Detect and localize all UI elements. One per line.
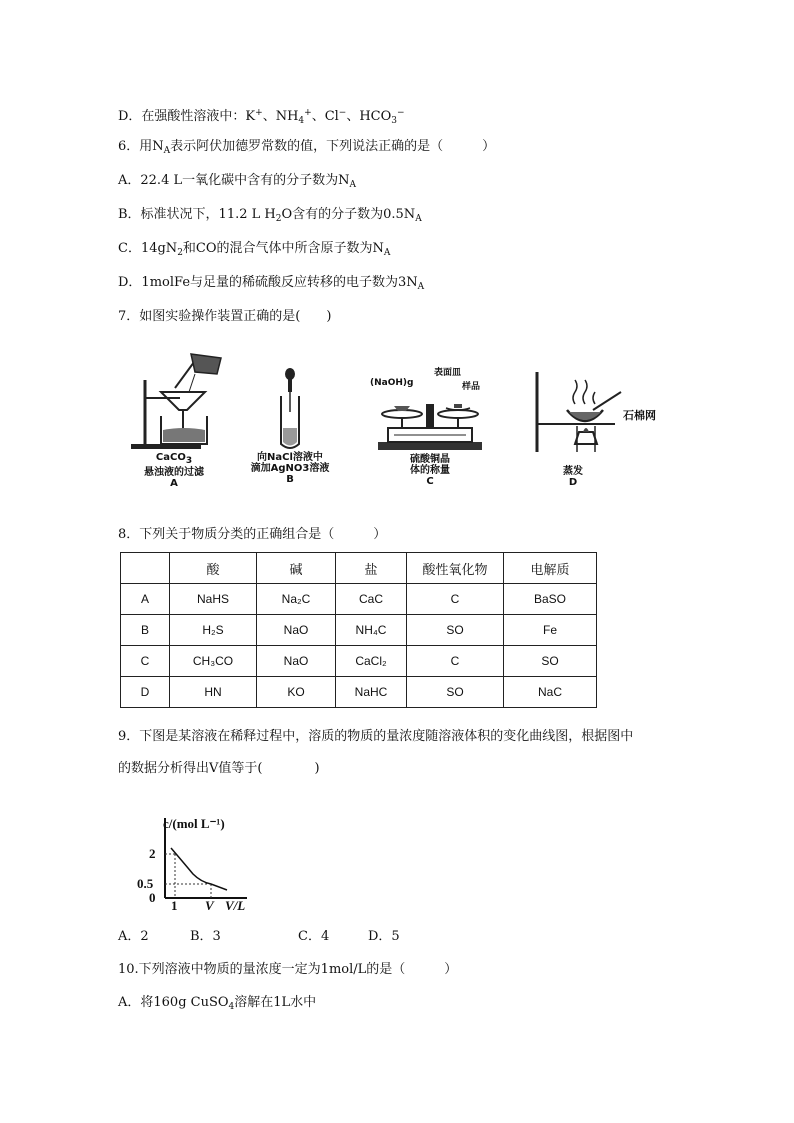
table-cell: NaHC [336,677,407,708]
graph-origin: 0 [149,890,156,905]
table-cell: C [407,646,504,677]
table-header-row [121,553,597,584]
table-cell: SO [504,646,597,677]
q9-stem-line2: 的数据分析得出V值等于( ) [118,761,320,776]
figure-c-weight-label: (NaOH)g [370,378,414,388]
q7-stem: 7．如图实验操作装置正确的是( ) [118,309,332,324]
figure-c-balance [370,352,490,487]
graph-y-label: c/(mol L⁻¹) [163,816,225,831]
table-header-cell: 碱 [257,553,336,584]
q6-option-c: C．$14gN_2$和CO的混合气体中所含原子数为$N_A$ [118,241,391,258]
table-cell: NaO [257,646,336,677]
table-cell: CH₃CO [170,646,257,677]
q9-options [118,928,400,946]
table-row [121,646,597,677]
graph-y-tick: 0.5 [137,876,154,891]
table-cell: CaC [336,584,407,615]
q9-stem-line1: 9．下图是某溶液在稀释过程中，溶质的物质的量浓度随溶液体积的变化曲线图，根据图中 [118,729,634,744]
table-cell: SO [407,677,504,708]
figure-a-caption: CaCO$_3$ 悬浊液的过滤 A [144,452,204,489]
q6-option-b: B．标准状况下，11.2 L $H_2O$含有的分子数为$0.5N_A$ [118,207,422,224]
q5-option-d: D．在强酸性溶液中：K+、$NH_4^+$、Cl−、$HCO_3^-$ [118,108,405,126]
q6-stem: 6．用$N_A$表示阿伏加德罗常数的值，下列说法正确的是（ ） [118,139,496,156]
figure-d-caption: 蒸发 D [563,466,583,488]
table-header-cell: 盐 [336,553,407,584]
table-header-cell: 酸 [170,553,257,584]
table-cell: NH₄C [336,615,407,646]
graph-y-tick: 2 [149,846,156,861]
evaporation-apparatus [515,352,625,452]
table-cell: D [121,677,170,708]
table-cell: H₂S [170,615,257,646]
figure-c-sample-label: 样品 [462,382,481,392]
q9-option: A．2 [118,929,149,944]
figure-c-dish-label: 表面皿 [434,368,462,378]
table-cell: Fe [504,615,597,646]
q9-option: C．4 [298,929,330,944]
q10-option-a: A．将160g CuSO$_4$溶解在1L水中 [118,995,317,1012]
q6-option-a: A．22.4 L一氧化碳中含有的分子数为$N_A$ [118,173,356,190]
figure-d-gauze-label: 石棉网 [623,409,656,422]
table-cell: KO [257,677,336,708]
table-row [121,584,597,615]
table-cell: NaO [257,615,336,646]
table-cell: NaHS [170,584,257,615]
q8-stem: 8．下列关于物质分类的正确组合是（ ） [118,527,387,542]
figure-a-filtration [125,352,225,489]
table-cell: SO [407,615,504,646]
table-cell: BaSO [504,584,597,615]
table-row [121,615,597,646]
figure-d-evaporation [515,352,656,488]
table-header-cell: 酸性氧化物 [407,553,504,584]
dropper-test-tube [250,352,330,452]
table-cell: NaC [504,677,597,708]
q9-option: B．3 [190,929,221,944]
figure-b-dropper [250,352,330,485]
graph-x-tick: V [205,898,214,913]
table-header-cell [121,553,170,584]
table-cell: Na₂C [257,584,336,615]
graph-x-label: V/L [225,898,246,913]
table-cell: A [121,584,170,615]
balance-scale [370,352,490,452]
q10-stem: 10.下列溶液中物质的量浓度一定为1mol/L的是（ ） [118,962,458,977]
filtration-apparatus [125,352,225,452]
table-cell: C [407,584,504,615]
table-cell: CaCl₂ [336,646,407,677]
table-header-cell: 电解质 [504,553,597,584]
graph-x-tick: 1 [171,898,178,913]
concentration-volume-graph [135,812,255,916]
figure-c-caption: 硫酸铜晶 体的称量 C [410,454,450,487]
table-cell: C [121,646,170,677]
classification-table [120,552,597,708]
figure-b-caption: 向NaCl溶液中 滴加AgNO3溶液 B [250,452,330,485]
q9-option: D．5 [368,929,400,944]
table-cell: HN [170,677,257,708]
q6-option-d: D．1molFe与足量的稀硫酸反应转移的电子数为$3N_A$ [118,275,425,292]
table-row [121,677,597,708]
table-cell: B [121,615,170,646]
